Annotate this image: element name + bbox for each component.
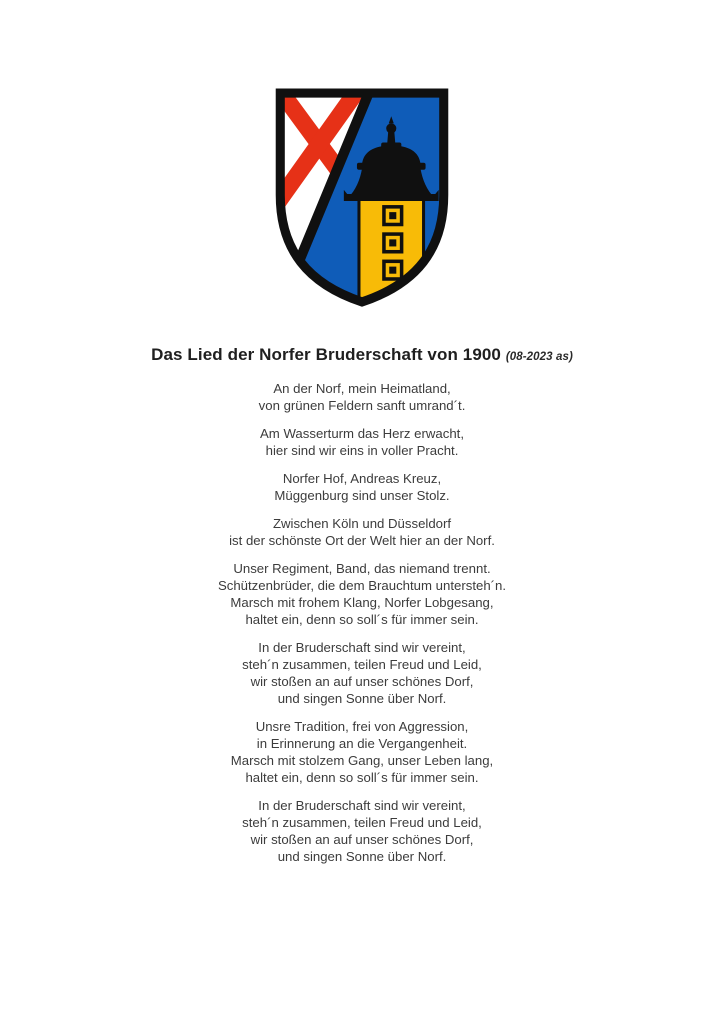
poem-line: Marsch mit stolzem Gang, unser Leben lang, [230, 753, 494, 768]
poem-line: In der Bruderschaft sind wir vereint, [258, 640, 466, 655]
poem-line: wir stoßen an auf unser schönes Dorf, [250, 674, 474, 689]
poem-line: und singen Sonne über Norf. [277, 849, 447, 864]
poem-line: steh´n zusammen, teilen Freud und Leid, [242, 815, 482, 830]
stanza [0, 380, 724, 414]
coat-of-arms [0, 0, 724, 309]
poem-line: Unsre Tradition, frei von Aggression, [255, 719, 469, 734]
poem-line: Schützenbrüder, die dem Brauchtum untersteh´n. [217, 578, 507, 593]
poem-line: hier sind wir eins in voller Pracht. [265, 443, 459, 458]
stanza [0, 639, 724, 707]
poem-line: haltet ein, denn so soll´s für immer sein. [245, 612, 479, 627]
poem-line: Marsch mit frohem Klang, Norfer Lobgesang, [230, 595, 494, 610]
poem-line: ist der schönste Ort der Welt hier an der Norf. [229, 533, 495, 548]
tower-windows [382, 205, 403, 281]
poem-line: steh´n zusammen, teilen Freud und Leid, [242, 657, 482, 672]
stanza [0, 425, 724, 459]
stanza [0, 797, 724, 865]
poem-line: und singen Sonne über Norf. [277, 691, 447, 706]
poem-line: Müggenburg sind unser Stolz. [274, 488, 450, 503]
stanza [0, 718, 724, 786]
poem-line: Zwischen Köln und Düsseldorf [272, 516, 452, 531]
stanza [0, 515, 724, 549]
stanza [0, 560, 724, 628]
poem [0, 380, 724, 865]
poem-line: Norfer Hof, Andreas Kreuz, [282, 471, 442, 486]
poem-line: Unser Regiment, Band, das niemand trennt. [233, 561, 491, 576]
stanza [0, 470, 724, 504]
poem-line: haltet ein, denn so soll´s für immer sein. [245, 770, 479, 785]
coat-of-arms-icon [271, 86, 453, 309]
poem-line: An der Norf, mein Heimatland, [273, 381, 451, 396]
poem-line: wir stoßen an auf unser schönes Dorf, [250, 832, 474, 847]
poem-line: in Erinnerung an die Vergangenheit. [256, 736, 468, 751]
poem-line: von grünen Feldern sanft umrand´t. [258, 398, 466, 413]
page-title [0, 345, 724, 365]
poem-line: Am Wasserturm das Herz erwacht, [260, 426, 464, 441]
title-version-note: (08-2023 as) [505, 351, 573, 363]
song-title: Das Lied der Norfer Bruderschaft von 1900 [151, 345, 501, 364]
poem-line: In der Bruderschaft sind wir vereint, [258, 798, 466, 813]
